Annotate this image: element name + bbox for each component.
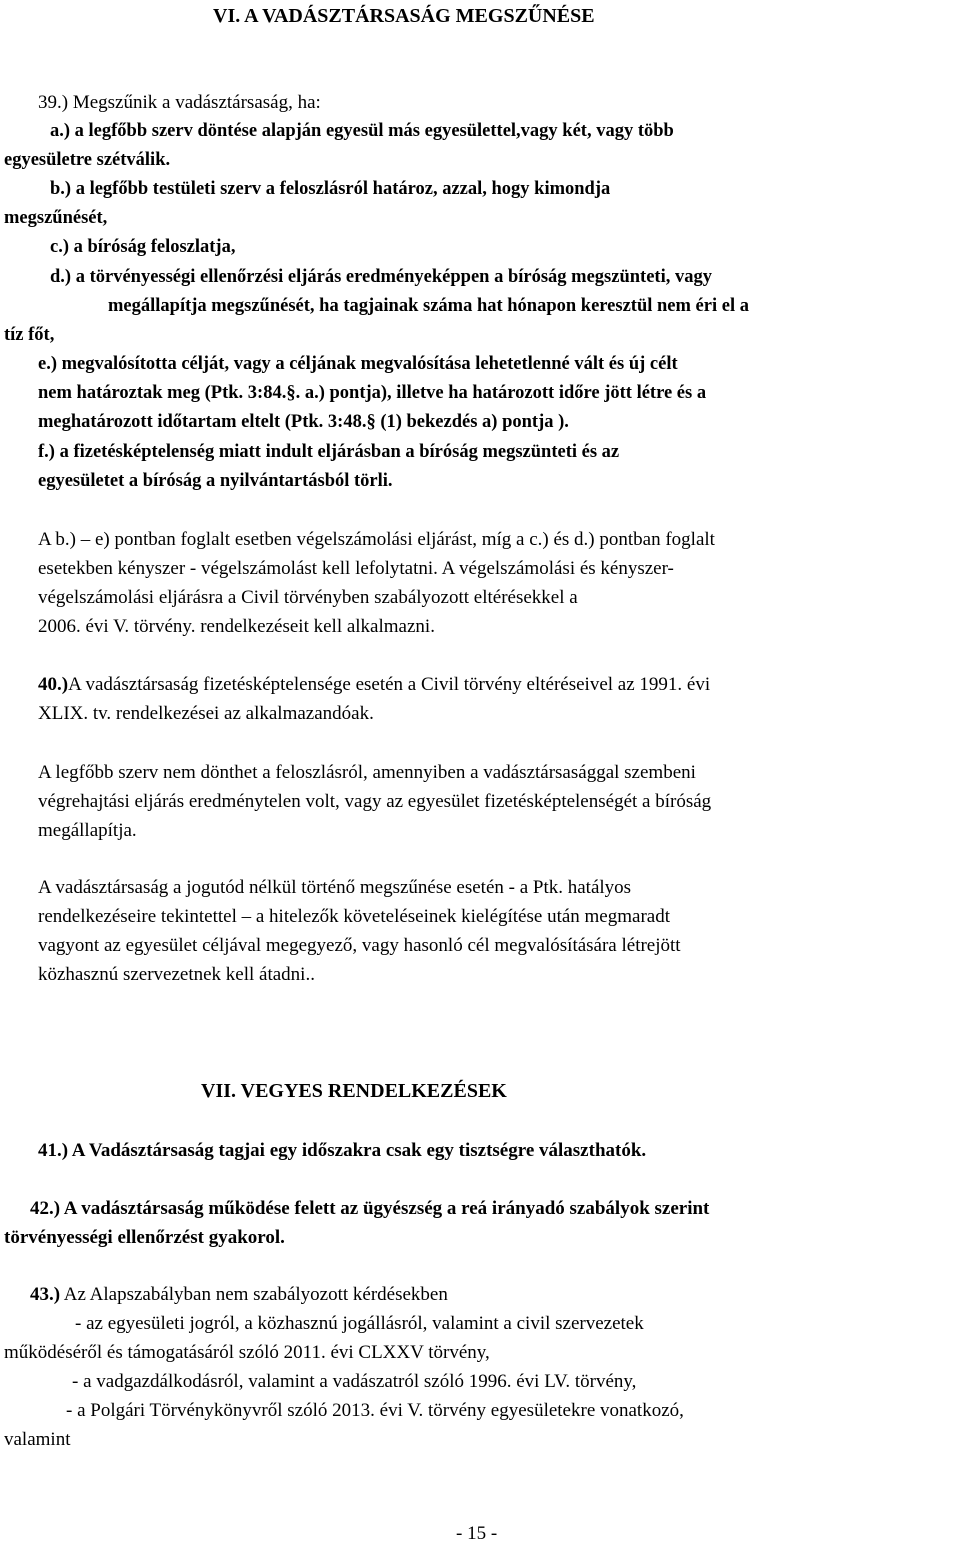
paragraph-43-line-1 [30,1284,448,1306]
paragraph-43-line-4: - a vadgazdálkodásról, valamint a vadászatról szóló 1996. évi LV. törvény, [72,1371,637,1392]
paragraph-40-line-1 [38,674,710,696]
item-b-line-2: megszűnését, [4,208,108,228]
paragraph-liquidation-line-3: végelszámolási eljárásra a Civil törvényben szabályozott eltérésekkel a [38,587,578,608]
item-f-line-1: f.) a fizetésképtelenség miatt indult eljárásban a bíróság megszünteti és az [38,442,620,462]
page-number: - 15 - [456,1523,498,1544]
paragraph-liquidation-line-1: A b.) – e) pontban foglalt esetben végelszámolási eljárást, míg a c.) és d.) pontban foglalt [38,529,715,550]
paragraph-43-line-2: - az egyesületi jogról, a közhasznú jogállásról, valamint a civil szervezetek [75,1313,644,1334]
paragraph-dissolution-line-1: A legfőbb szerv nem dönthet a feloszlásról, amennyiben a vadásztársasággal szembeni [38,762,696,783]
section-title-vi: VI. A VADÁSZTÁRSASÁG MEGSZŰNÉSE [213,5,595,27]
item-d-line-1: d.) a törvényességi ellenőrzési eljárás eredményeképpen a bíróság megszünteti, vagy [50,267,712,287]
item-a-line-2: egyesületre szétválik. [4,150,171,170]
paragraph-43-line-3: működéséről és támogatásáról szóló 2011. évi CLXXV törvény, [4,1342,490,1363]
item-f-line-2: egyesületet a bíróság a nyilvántartásból törli. [38,471,393,491]
paragraph-43-text: Az Alapszabályban nem szabályozott kérdésekben [60,1284,448,1305]
item-c: c.) a bíróság feloszlatja, [50,237,236,257]
paragraph-assets-line-3: vagyont az egyesület céljával megegyező, vagy hasonló cél megvalósítására létrejött [38,935,681,956]
paragraph-39-heading: 39.) Megszűnik a vadásztársaság, ha: [38,92,321,113]
paragraph-43-line-5: - a Polgári Törvénykönyvről szóló 2013. évi V. törvény egyesületekre vonatkozó, [66,1400,684,1421]
item-e-line-3: meghatározott időtartam eltelt (Ptk. 3:48.§ (1) bekezdés a) pontja ). [38,412,569,432]
paragraph-dissolution-line-2: végrehajtási eljárás eredménytelen volt, vagy az egyesület fizetésképtelenségét a bíróság [38,791,712,812]
paragraph-assets-line-1: A vadásztársaság a jogutód nélkül történő megszűnése esetén - a Ptk. hatályos [38,877,632,898]
paragraph-42-line-1: 42.) A vadásztársaság működése felett az ügyészség a reá irányadó szabályok szerint [30,1198,710,1219]
paragraph-assets-line-4: közhasznú szervezetnek kell átadni.. [38,964,315,985]
item-b-line-1: b.) a legfőbb testületi szerv a feloszlásról határoz, azzal, hogy kimondja [50,179,611,199]
item-e-line-2: nem határoztak meg (Ptk. 3:84.§. a.) pontja), illetve ha határozott időre jött létre és a [38,383,707,403]
paragraph-40-text: A vadásztársaság fizetésképtelensége esetén a Civil törvény eltéréseivel az 1991. évi [68,674,711,695]
item-a-line-1: a.) a legfőbb szerv döntése alapján egyesül más egyesülettel,vagy két, vagy több [50,121,674,141]
paragraph-dissolution-line-3: megállapítja. [38,820,137,841]
paragraph-43-line-6: valamint [4,1429,71,1450]
paragraph-40-line-2: XLIX. tv. rendelkezései az alkalmazandóak. [38,703,374,724]
item-e-line-1: e.) megvalósította célját, vagy a céljának megvalósítása lehetetlenné vált és új célt [38,354,678,374]
paragraph-41: 41.) A Vadásztársaság tagjai egy időszakra csak egy tisztségre választhatók. [38,1140,647,1161]
item-d-line-2: megállapítja megszűnését, ha tagjainak száma hat hónapon keresztül nem éri el a [108,296,749,316]
paragraph-assets-line-2: rendelkezéseire tekintettel – a hitelezők követeléseinek kielégítése után megmaradt [38,906,670,927]
paragraph-liquidation-line-2: esetekben kényszer - végelszámolást kell lefolytatni. A végelszámolási és kényszer- [38,558,674,579]
paragraph-42-line-2: törvényességi ellenőrzést gyakorol. [4,1227,285,1248]
paragraph-40-number: 40.) [38,674,69,695]
paragraph-43-number: 43.) [30,1284,61,1305]
paragraph-liquidation-line-4: 2006. évi V. törvény. rendelkezéseit kell alkalmazni. [38,616,435,637]
section-title-vii: VII. VEGYES RENDELKEZÉSEK [201,1080,507,1102]
item-d-line-3: tíz főt, [4,325,55,345]
